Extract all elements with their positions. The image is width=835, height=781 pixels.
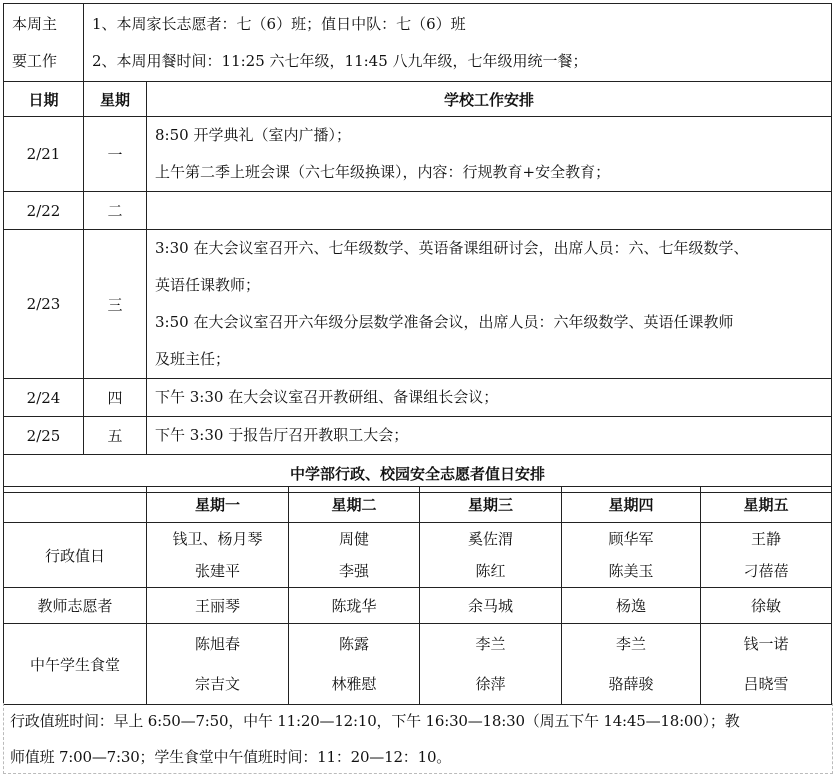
duty-cell: 王丽琴: [147, 588, 289, 624]
duty-cell: 陈珑华: [289, 588, 420, 624]
duty-cell: 钱卫、杨月琴 张建平: [147, 523, 289, 588]
work-line: 3:30 在大会议室召开六、七年级数学、英语备课组研讨会，出席人员：六、七年级数学、: [155, 239, 749, 257]
duty-cell: 陈旭春 宗吉文: [147, 624, 289, 705]
row-work: [147, 117, 832, 192]
duty-day-header: 星期五: [701, 487, 832, 523]
duty-corner: [4, 487, 147, 523]
duty-table: [3, 486, 832, 705]
row-weekday: 一: [84, 117, 147, 192]
row-weekday: 五: [84, 417, 147, 455]
row-date: 2/23: [4, 230, 84, 379]
row-date: 2/21: [4, 117, 84, 192]
work-line: 上午第二季上班会课（六七年级换课），内容：行规教育+安全教育；: [155, 163, 611, 181]
duty-cell: 李兰 徐萍: [420, 624, 562, 705]
row-work: [147, 192, 832, 230]
note-line: 行政值班时间：早上 6:50—7:50，中午 11:20—12:10，下午 16:30—18:30（周五下午 14:45—18:00）；教: [10, 712, 740, 730]
row-date: 2/25: [4, 417, 84, 455]
header-work: 学校工作安排: [147, 82, 832, 117]
duty-row-label: 行政值日: [4, 523, 147, 588]
schedule-row: [4, 192, 832, 230]
duty-row-admin: [4, 523, 832, 588]
duty-day-header: 星期四: [562, 487, 701, 523]
duty-cell: 陈露 林雅慰: [289, 624, 420, 705]
row-weekday: 三: [84, 230, 147, 379]
duty-row-canteen: [4, 624, 832, 705]
schedule-header-row: [4, 82, 832, 117]
note-line: 师值班 7:00—7:30；学生食堂中午值班时间：11：20—12：10。: [10, 748, 452, 766]
schedule-table: [3, 3, 832, 493]
duty-cell: 杨逸: [562, 588, 701, 624]
schedule-row: [4, 379, 832, 417]
row-weekday: 四: [84, 379, 147, 417]
duty-day-header: 星期一: [147, 487, 289, 523]
row-work: [147, 379, 832, 417]
work-line: 下午 3:30 于报告厅召开教职工大会；: [155, 426, 409, 444]
work-line: 及班主任；: [155, 350, 231, 368]
duty-cell: 奚佐渭 陈红: [420, 523, 562, 588]
row-work: [147, 230, 832, 379]
main-work-item: 1、本周家长志愿者：七（6）班；值日中队：七（6）班: [92, 14, 466, 33]
main-work-label: [4, 4, 84, 82]
row-weekday: 二: [84, 192, 147, 230]
duty-cell: 顾华军 陈美玉: [562, 523, 701, 588]
schedule-row: [4, 417, 832, 455]
duty-cell: 周健 李强: [289, 523, 420, 588]
main-work-label-line: 要工作: [12, 51, 58, 70]
duty-title: 中学部行政、校园安全志愿者值日安排: [4, 455, 832, 493]
work-line: 3:50 在大会议室召开六年级分层数学准备会议，出席人员：六年级数学、英语任课教师: [155, 313, 734, 331]
duty-day-header: 星期二: [289, 487, 420, 523]
duty-cell: 王静 刁蓓蓓: [701, 523, 832, 588]
duty-day-header: 星期三: [420, 487, 562, 523]
duty-row-label: 教师志愿者: [4, 588, 147, 624]
row-work: [147, 417, 832, 455]
main-work-row: [4, 4, 832, 82]
main-work-label-line: 本周主: [12, 14, 58, 33]
work-line: 英语任课教师；: [155, 276, 261, 294]
duty-time-note: [3, 703, 833, 774]
duty-cell: 余马城: [420, 588, 562, 624]
main-work-content: [84, 4, 832, 82]
header-date: 日期: [4, 82, 84, 117]
work-line: 下午 3:30 在大会议室召开教研组、备课组长会议；: [155, 388, 499, 406]
duty-row-label: 中午学生食堂: [4, 624, 147, 705]
main-work-item: 2、本周用餐时间：11:25 六七年级，11:45 八九年级，七年级用统一餐；: [92, 51, 588, 70]
duty-header-row: [4, 487, 832, 523]
duty-row-teacher: [4, 588, 832, 624]
duty-cell: 李兰 骆薛骏: [562, 624, 701, 705]
duty-cell: 徐敏: [701, 588, 832, 624]
duty-cell: 钱一诺 吕晓雪: [701, 624, 832, 705]
schedule-row: [4, 117, 832, 192]
schedule-row: [4, 230, 832, 379]
header-weekday: 星期: [84, 82, 147, 117]
row-date: 2/24: [4, 379, 84, 417]
work-line: 8:50 开学典礼（室内广播）；: [155, 126, 351, 144]
row-date: 2/22: [4, 192, 84, 230]
